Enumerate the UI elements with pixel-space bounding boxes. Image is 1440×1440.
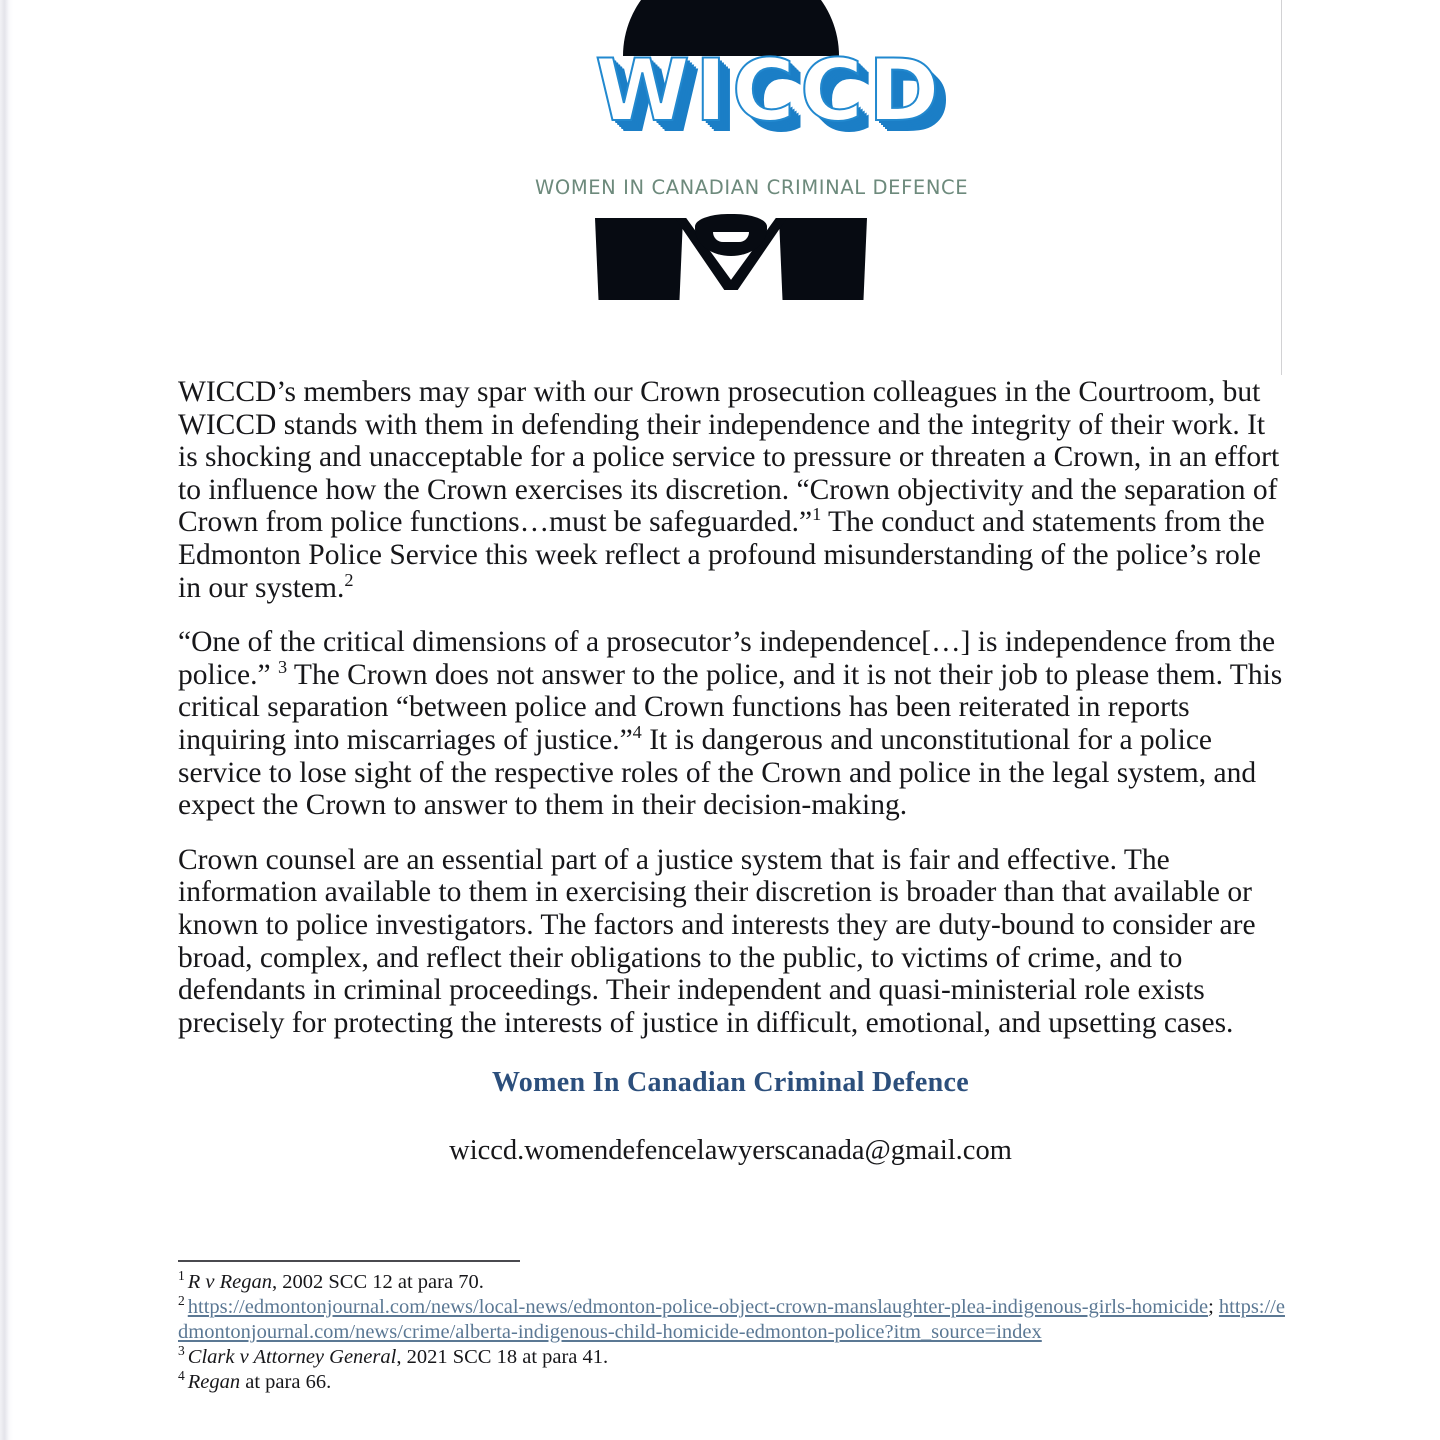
footnote-separator-rule	[178, 1260, 520, 1262]
hair-right-panel-icon	[779, 218, 867, 300]
paragraph-1	[178, 376, 1283, 604]
logo-inner	[535, 0, 969, 305]
footnote-4-case: Regan	[187, 1371, 241, 1393]
footnote-ref-1[interactable]: 1	[812, 504, 822, 525]
logo-tagline: WOMEN IN CANADIAN CRIMINAL DEFENCE	[535, 176, 969, 199]
logo-wordmark: WICCD	[595, 41, 945, 141]
signature-line: Women In Canadian Criminal Defence	[492, 1067, 969, 1099]
paragraph-2-text-a: “One of the critical dimensions of a prosecutor’s independence[…] is independence from the police.”	[178, 626, 1276, 691]
footnote-1-case: R v Regan	[187, 1271, 273, 1293]
footnote-ref-4[interactable]: 4	[632, 722, 642, 743]
footnote-2-link-b[interactable]: https://edmontonjournal.com/news/crime/alberta-indigenous-child-homicide-edmonton-police?itm_source=index	[178, 1296, 1285, 1343]
document-body	[178, 376, 1283, 1167]
footnote-3-citation: , 2021 SCC 18 at para 41.	[396, 1346, 609, 1368]
contact-email[interactable]: wiccd.womendefencelawyerscanada@gmail.com	[449, 1135, 1012, 1167]
footnote-1	[178, 1270, 1288, 1295]
paragraph-1-text-a: WICCD’s members may spar with our Crown prosecution colleagues in the Courtroom, but WICCD stands with them in defending their independence and the integrity of their work. It is shocking and unacceptable for a police service to pressure or threaten a Crown, in an effort to influence how the Crown exercises its discretion. “Crown objectivity and the separation of Crown from police functions…must be safeguarded.”	[178, 376, 1280, 539]
footnote-3-marker: 3	[178, 1343, 185, 1359]
footnote-ref-3[interactable]: 3	[277, 656, 288, 677]
footnote-2-link-separator: ;	[1208, 1296, 1219, 1318]
footnote-4	[178, 1370, 1288, 1395]
footnote-3-case: Clark v Attorney General	[187, 1346, 397, 1368]
paragraph-1-text-b: The conduct and statements from the Edmonton Police Service this week reflect a profound misunderstanding of the police’s role in our system.	[178, 506, 1265, 604]
paragraph-2-text-c: It is dangerous and unconstitutional for a police service to lose sight of the respective roles of the Crown and police in the legal system, and expect the Crown to answer to them in their decision-making.	[178, 723, 1257, 822]
footnote-1-marker: 1	[178, 1268, 185, 1284]
footnote-1-citation: , 2002 SCC 12 at para 70.	[272, 1271, 484, 1293]
paragraph-3: Crown counsel are an essential part of a justice system that is fair and effective. The information available to them in exercising their discretion is broader than that available or known to police investigators. The factors and interests they are duty-bound to consider are broad, complex, and reflect their obligations to the public, to victims of crime, and to defendants in criminal proceedings. Their independent and quasi-ministerial role exists precisely for protecting the interests of justice in difficult, emotional, and upsetting cases.	[178, 843, 1256, 1039]
footnote-4-marker: 4	[178, 1368, 185, 1384]
footnote-4-citation: at para 66.	[240, 1371, 332, 1393]
footnote-2-marker: 2	[178, 1293, 185, 1309]
paragraph-2-text-b: The Crown does not answer to the police, and it is not their job to please them. This critical separation “between police and Crown functions has been reiterated in reports inquiring into miscarriages of justice.”	[178, 658, 1283, 756]
footnote-ref-2[interactable]: 2	[344, 569, 354, 590]
lips-highlight-icon	[713, 232, 749, 242]
footnote-3	[178, 1345, 1288, 1370]
wiccd-logo	[0, 0, 1440, 360]
footnotes-section	[178, 1260, 1288, 1395]
footnote-2-link-a[interactable]: https://edmontonjournal.com/news/local-news/edmonton-police-object-crown-manslaughter-plea-indigenous-girls-homicide	[187, 1296, 1209, 1318]
hair-left-panel-icon	[595, 218, 683, 300]
footnote-2	[178, 1295, 1288, 1345]
paragraph-2	[178, 626, 1283, 822]
